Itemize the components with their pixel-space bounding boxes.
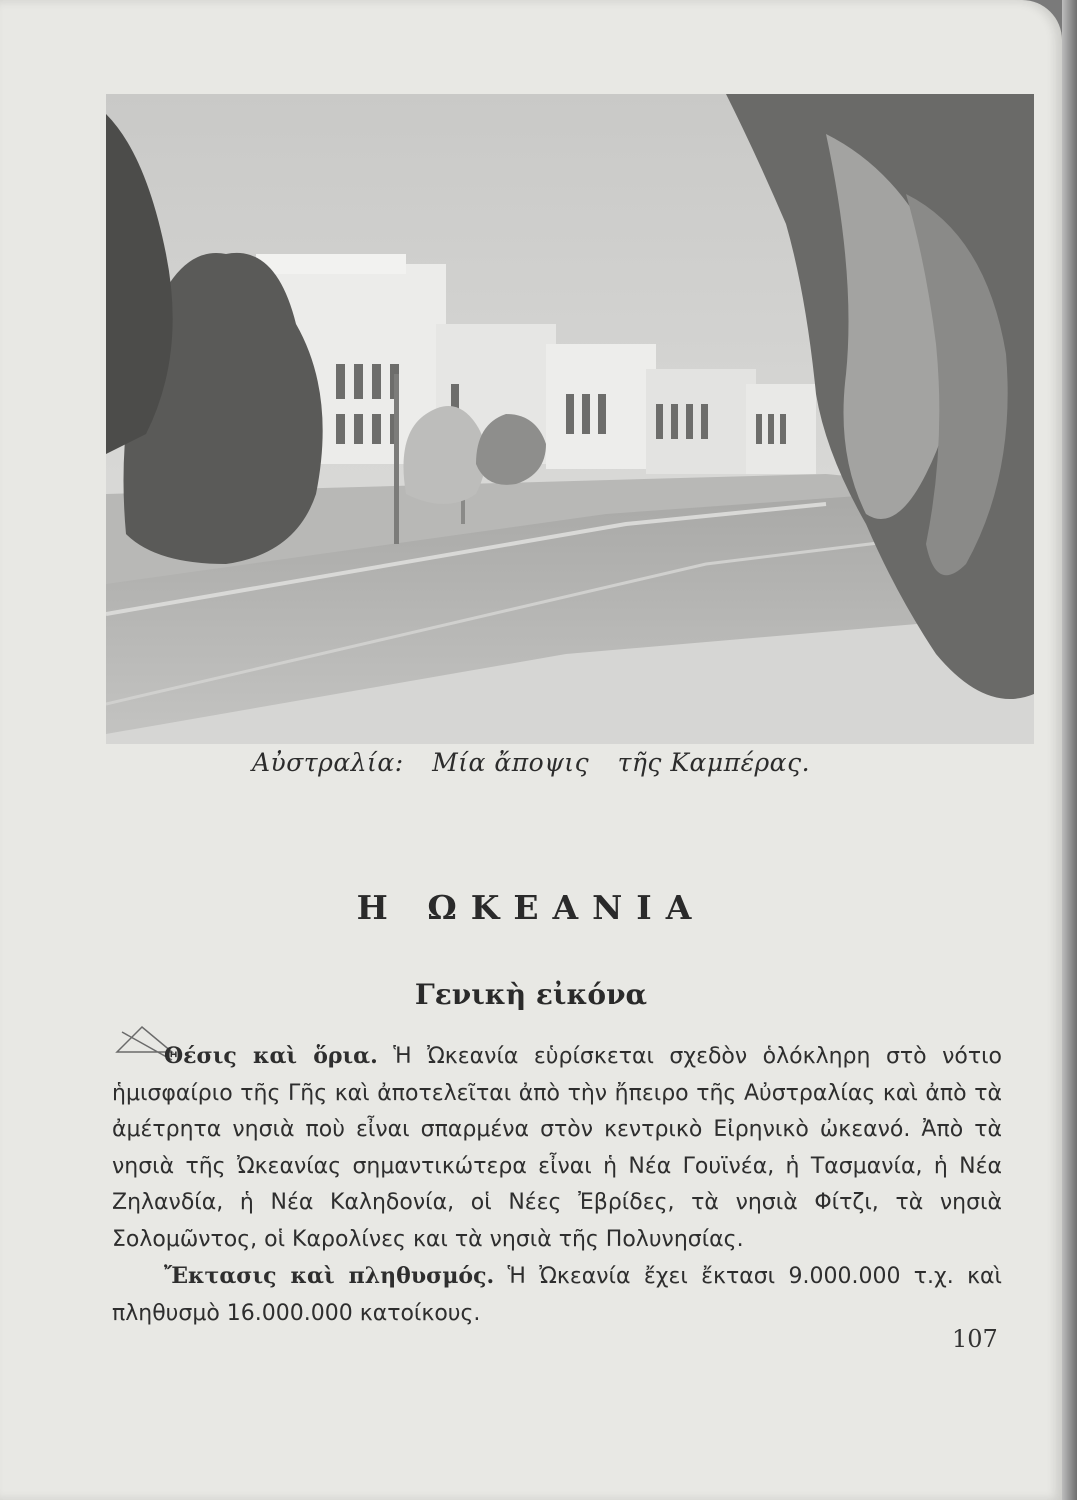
paragraph-heading: Θέσις καὶ ὅρια. — [164, 1043, 378, 1069]
paragraph-body: Ἡ Ὠκεανία ἔχει ἔκτασι 9.000.000 τ.χ. καὶ πληθυσμὸ 16.000.000 κατοίκους. — [112, 1264, 1002, 1326]
chapter-title: Η ΩΚΕΑΝΙΑ — [356, 888, 706, 927]
paragraph-heading: Ἔκτασις καὶ πληθυσμός. — [164, 1263, 495, 1289]
body-text — [112, 1038, 1002, 1332]
paragraph-body: Ἡ Ὠκεανία εὑρίσκεται σχεδὸν ὁλόκληρη στὸ νότιο ἡμισφαίριο τῆς Γῆς καὶ ἀποτελεῖται ἀπὸ τὴν ἤπειρο τῆς Αὐστραλίας καὶ ἀπὸ τὰ ἀμέτρητα νησιὰ ποὺ εἶναι σπαρμένα στὸν κεντρικὸ Εἰρηνικὸ ὠκεανό. Ἀπὸ τὰ νησιὰ τῆς Ὠκεανίας σημαντικώτερα εἶναι ἡ Νέα Γουϊνέα, ἡ Τασμανία, ἡ Νέα Ζηλανδία, ἡ Νέα Καληδονία, οἱ Νέες Ἐβρίδες, τὰ νησιὰ Φίτζι, τὰ νησιὰ Σολομῶντος, οἱ Καρολίνες και τὰ νησιὰ τῆς Πολυνησίας. — [112, 1044, 1002, 1252]
paragraph-position — [112, 1038, 1002, 1258]
caption-country: Αὐστραλία: — [251, 748, 404, 777]
page-edge — [1062, 0, 1077, 1500]
section-title: Γενικὴ εἰκόνα — [414, 978, 648, 1011]
caption-city: τῆς Καμπέρας. — [617, 748, 811, 777]
caption-view: Μία ἄποψις — [432, 748, 590, 777]
paragraph-area-population — [112, 1258, 1002, 1332]
page-number: 107 — [952, 1325, 998, 1353]
photo-caption — [0, 748, 1062, 777]
canberra-photo — [106, 94, 1034, 744]
